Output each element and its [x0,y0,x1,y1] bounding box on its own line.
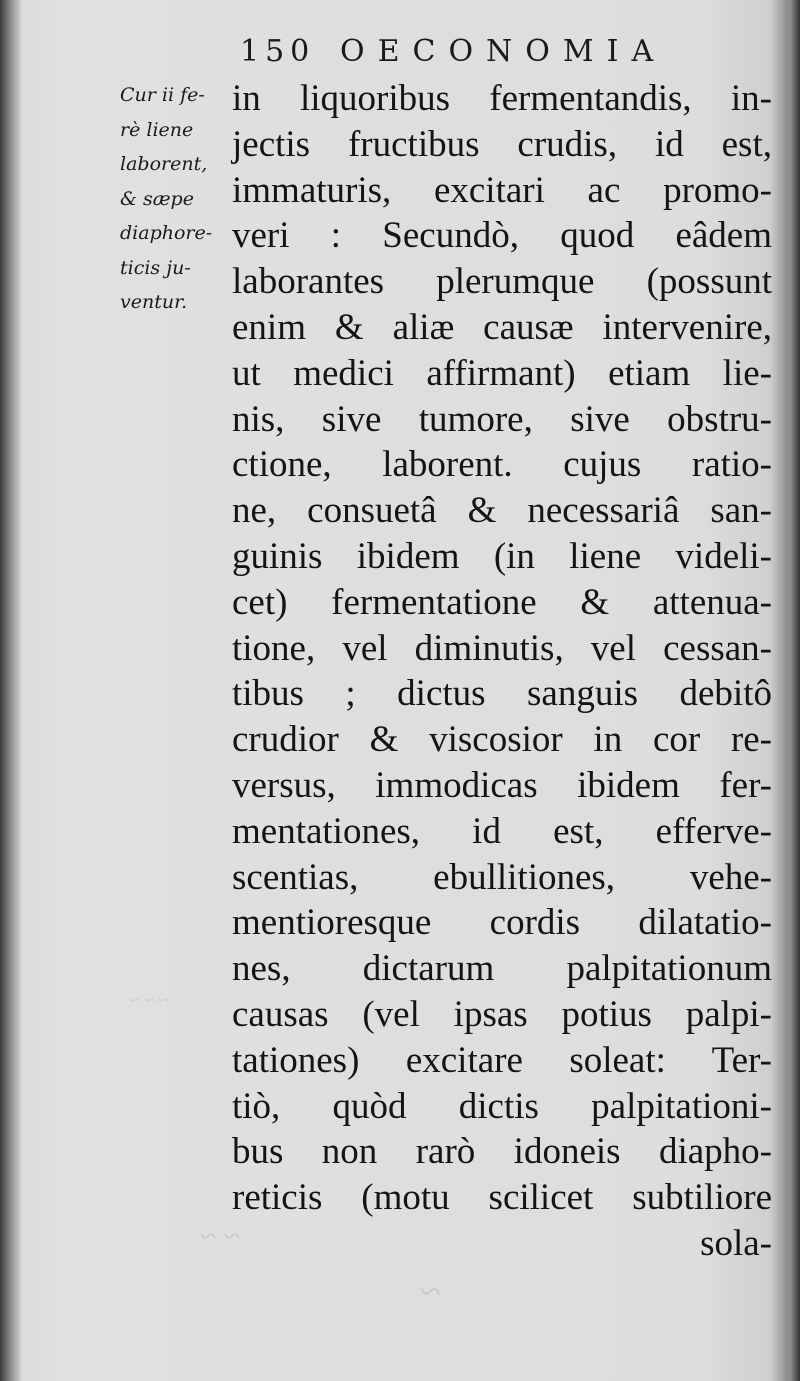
margin-note-line: ticis ju- [120,256,191,279]
body-line: ut medici affirmant) etiam lie- [232,352,772,394]
page-edge-shadow [782,0,800,1381]
body-line: bus non rarò idoneis diapho- [232,1131,772,1173]
body-line: scentias, ebullitiones, vehe- [232,856,772,898]
margin-note [120,78,230,320]
show-through-text: ~ ~ ~ [130,990,169,1010]
body-line: guinis ibidem (in liene videli- [232,535,772,577]
body-line: nis, sive tumore, sive obstru- [232,398,772,440]
page-header [240,30,760,80]
margin-note-line: diaphore- [120,222,213,244]
body-line: causas (vel ipsas potius palpi- [232,993,772,1035]
body-line: tiò, quòd dictis palpitationi- [232,1085,772,1127]
show-through-text: ~ ~ [200,1220,240,1253]
body-line: mentioresque cordis dilatatio- [232,902,772,944]
running-title: OECONOMIA [340,34,667,69]
body-line: immaturis, excitari ac promo- [232,169,772,211]
body-line: ctione, laborent. cujus ratio- [232,444,772,486]
body-text [232,76,772,1267]
body-line: versus, immodicas ibidem fer- [232,764,772,806]
body-line: nes, dictarum palpitationum [232,948,772,990]
body-line: veri : Secundò, quod eâdem [232,215,772,257]
body-line: crudior & viscosior in cor re- [232,719,772,761]
margin-note-line: laborent, [120,153,208,175]
margin-note-line: rè liene [120,118,194,141]
show-through-text: ~ [420,1271,441,1313]
body-line: in liquoribus fermentandis, in- [232,78,772,119]
margin-note-line: Cur ii fe- [120,84,205,106]
body-line: mentationes, id est, efferve- [232,810,772,852]
body-line: laborantes plerumque (possunt [232,261,772,303]
body-line: enim & aliæ causæ intervenire, [232,306,772,348]
body-line: tibus ; dictus sanguis debitô [232,673,772,715]
body-line: reticis (motu scilicet subtiliore [232,1177,772,1219]
body-line: tione, vel diminutis, vel cessan- [232,627,772,669]
margin-note-line: ventur. [120,291,188,313]
page-number: 150 [240,34,316,69]
binding-gutter [0,0,22,1381]
body-line: jectis fructibus crudis, id est, [232,123,772,165]
body-line: cet) fermentatione & attenua- [232,581,772,623]
body-line: tationes) excitare soleat: Ter- [232,1039,772,1081]
catchword: sola- [700,1222,772,1264]
body-line: ne, consuetâ & necessariâ san- [232,490,772,532]
margin-note-line: & sæpe [120,187,194,210]
